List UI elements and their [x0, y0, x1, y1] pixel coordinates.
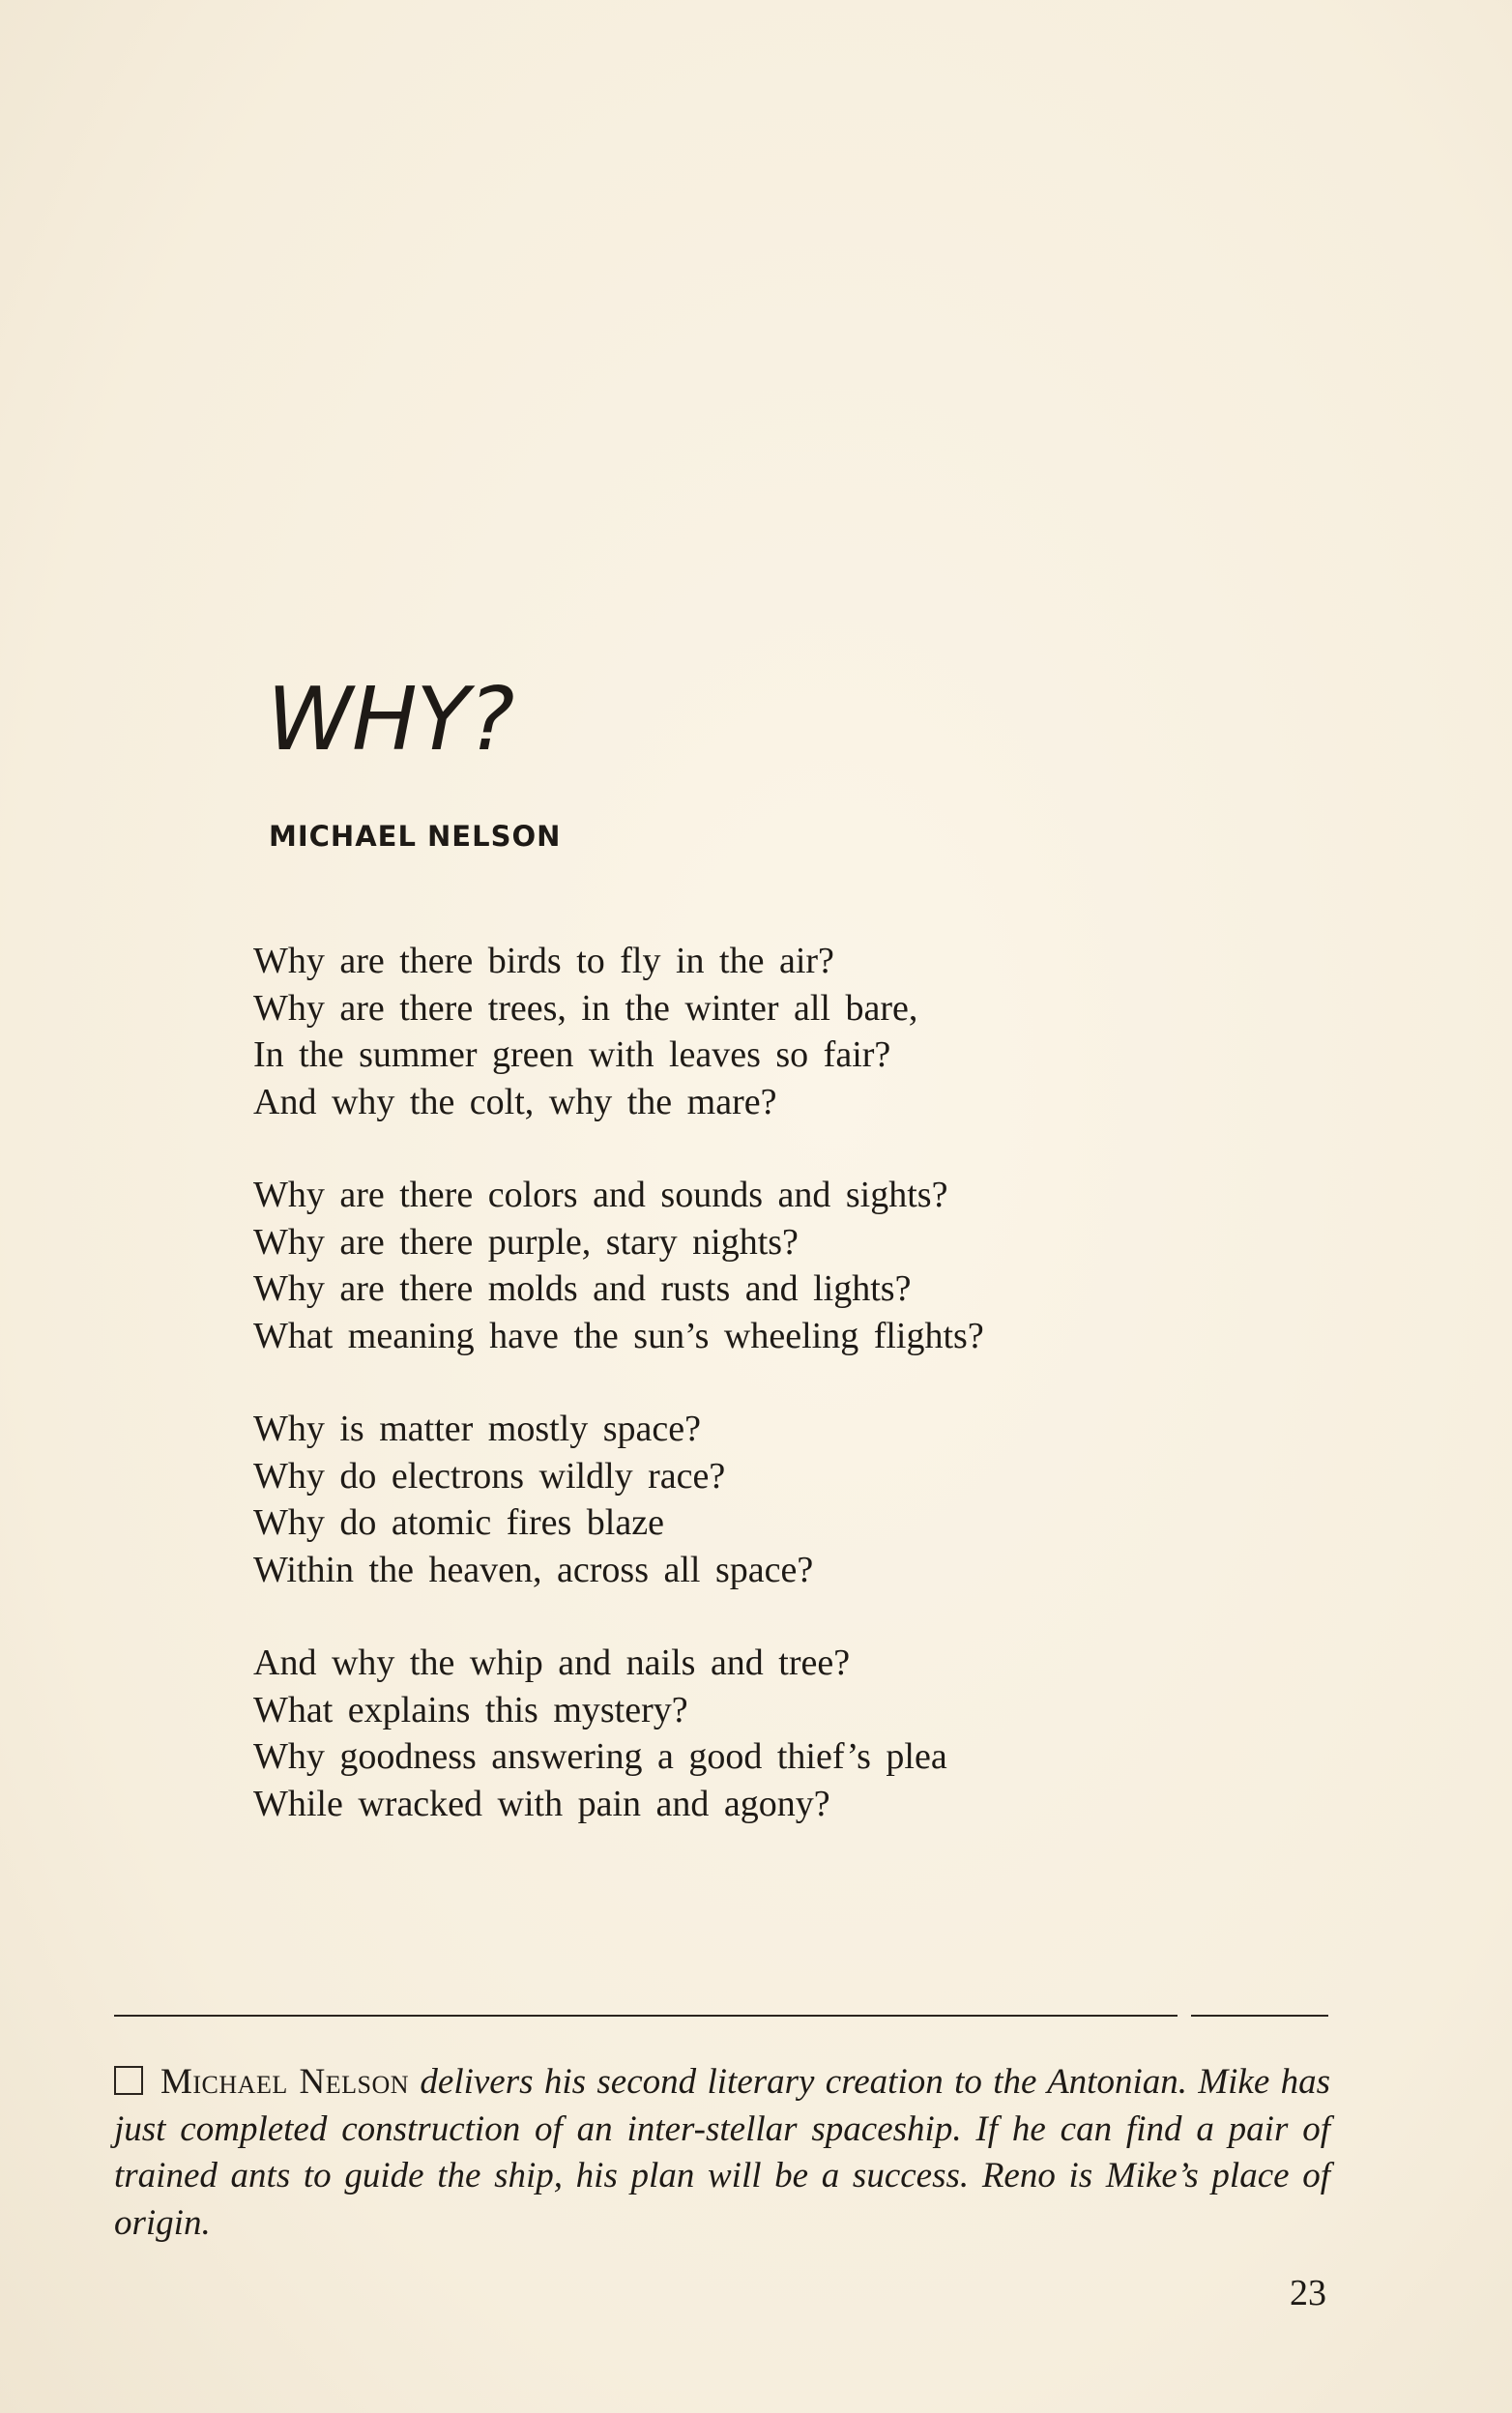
bio-author-name: Michael Nelson [160, 2062, 410, 2102]
poem-line: Why goodness answering a good thief’s plea [253, 1736, 947, 1777]
stanza-3 [253, 1406, 1220, 1593]
bio-text: delivers his second literary creation to the Antonian. Mike has just completed construction of an inter-stellar spaceship. If he can find a pair of trained ants to guide the ship, his plan will be a success. Reno is Mike’s place of origin. [114, 2062, 1331, 2243]
stanza-1 [253, 938, 1220, 1125]
poem-title: WHY? [267, 669, 514, 770]
poem-author: MICHAEL NELSON [269, 820, 562, 853]
poem-line: Why do atomic fires blaze [253, 1502, 664, 1543]
poem-line: What explains this mystery? [253, 1689, 688, 1730]
page-number: 23 [1290, 2273, 1326, 2313]
divider-rule [1191, 2015, 1328, 2017]
poem-line: What meaning have the sun’s wheeling flights? [253, 1315, 984, 1356]
stanza-2 [253, 1172, 1220, 1359]
stanza-4 [253, 1640, 1220, 1827]
author-bio [114, 2059, 1330, 2247]
checkbox-square-icon [114, 2066, 143, 2095]
poem-line: And why the whip and nails and tree? [253, 1643, 851, 1683]
poem-line: Within the heaven, across all space? [253, 1549, 814, 1590]
divider-rule [114, 2015, 1178, 2017]
poem-line: Why are there purple, stary nights? [253, 1221, 799, 1263]
poem-line: Why are there trees, in the winter all bare, [253, 987, 918, 1029]
poem-line: While wracked with pain and agony? [253, 1783, 830, 1824]
poem-line: In the summer green with leaves so fair? [253, 1034, 891, 1075]
poem-line: Why are there birds to fly in the air? [253, 941, 834, 981]
poem-line: Why are there molds and rusts and lights? [253, 1268, 912, 1309]
poem-body [253, 938, 1220, 1874]
poem-line: Why do electrons wildly race? [253, 1455, 726, 1497]
poem-line: Why are there colors and sounds and sights? [253, 1175, 948, 1215]
poem-line: And why the colt, why the mare? [253, 1081, 777, 1122]
poem-line: Why is matter mostly space? [253, 1409, 701, 1449]
